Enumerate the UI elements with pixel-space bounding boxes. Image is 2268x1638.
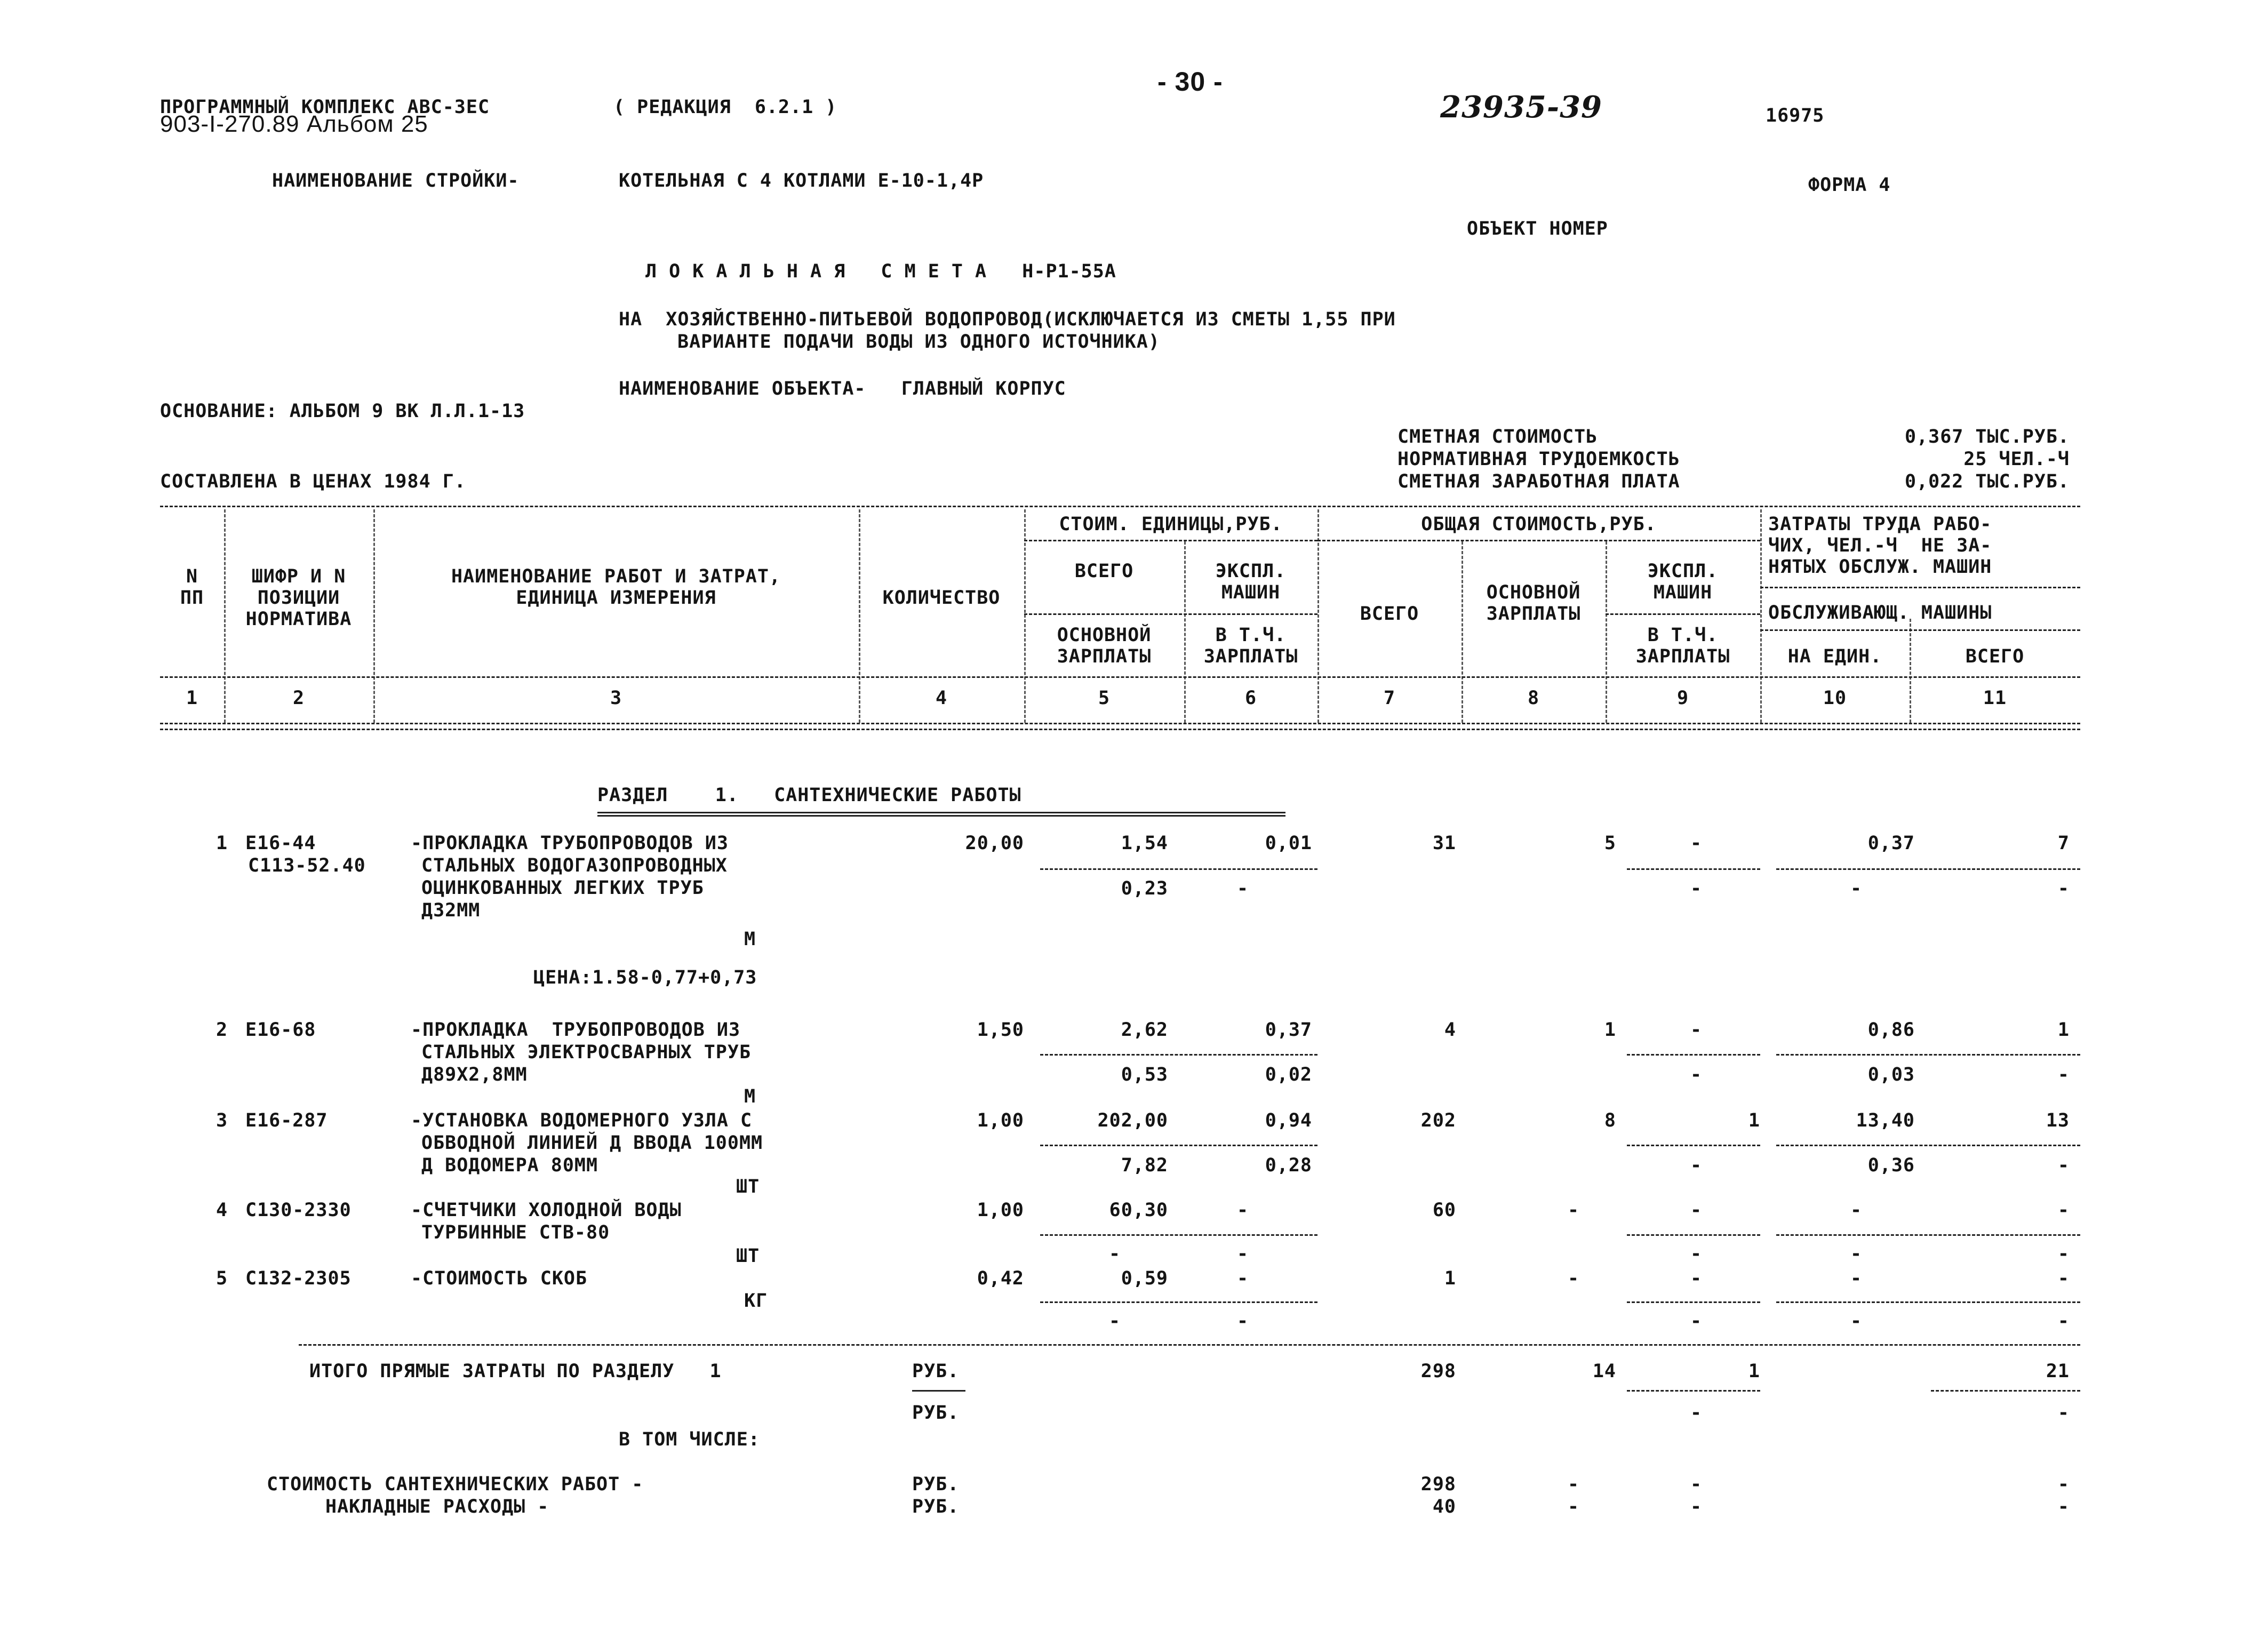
row-number: 5 — [216, 1268, 228, 1289]
document-number: 23935-39 — [1440, 90, 1602, 125]
totals-line-label: НАКЛАДНЫЕ РАСХОДЫ - — [325, 1496, 549, 1517]
row-labor-unit: - — [1850, 1200, 1863, 1221]
cell-rule — [1776, 1234, 2080, 1236]
totals-line-unit: РУБ. — [912, 1474, 960, 1495]
col-header-name: ЕДИНИЦА ИЗМЕРЕНИЯ — [516, 587, 716, 609]
row-unit-total: 202,00 — [1097, 1110, 1168, 1131]
totals-cost: 298 — [1420, 1361, 1456, 1382]
totals-rule — [299, 1344, 2080, 1346]
row-unit-incl: - — [1236, 1243, 1249, 1265]
col-header-tc-incl: ЗАРПЛАТЫ — [1635, 646, 1730, 667]
section-rule — [597, 812, 1285, 817]
totals-rule — [912, 1390, 965, 1392]
col-header-uc-wage: ОСНОВНОЙ — [1057, 625, 1152, 646]
col-header-qty: КОЛИЧЕСТВО — [882, 587, 1001, 609]
form-number: ФОРМА 4 — [1808, 174, 1891, 196]
col-number: 8 — [1527, 688, 1540, 709]
row-unit: ШТ — [736, 1245, 760, 1267]
row-labor-unit: - — [1850, 1311, 1863, 1332]
row-number: 3 — [216, 1110, 228, 1131]
row-unit: КГ — [744, 1290, 768, 1312]
row-unit-mach: 0,01 — [1265, 833, 1312, 854]
col-number: 1 — [186, 688, 198, 709]
col-header-uc-total: ВСЕГО — [1074, 561, 1134, 582]
totals-unit: РУБ. — [912, 1361, 960, 1382]
cell-rule — [1040, 1234, 1317, 1236]
row-name: -УСТАНОВКА ВОДОМЕРНОГО УЗЛА С — [411, 1110, 753, 1131]
row-name: СТАЛЬНЫХ ВОДОГАЗОПРОВОДНЫХ — [421, 855, 728, 876]
row-total-incl: - — [1690, 1243, 1703, 1265]
row-labor-unit: 0,03 — [1867, 1064, 1915, 1085]
row-total-cost: 31 — [1432, 833, 1456, 854]
col-header-name: НАИМЕНОВАНИЕ РАБОТ И ЗАТРАТ, — [451, 566, 781, 587]
object-name: НАИМЕНОВАНИЕ ОБЪЕКТА- ГЛАВНЫЙ КОРПУС — [619, 378, 1066, 399]
row-total-wage: - — [1567, 1200, 1580, 1221]
row-unit-incl: 0,28 — [1265, 1155, 1312, 1176]
col-number: 9 — [1676, 688, 1689, 709]
totals-line-unit: РУБ. — [912, 1496, 960, 1517]
price-note: ЦЕНА:1.58-0,77+0,73 — [533, 967, 757, 988]
totals-line-mach: - — [1690, 1496, 1703, 1517]
row-code: С132-2305 — [245, 1268, 352, 1289]
row-labor-total: - — [2057, 1311, 2070, 1332]
table-rule — [160, 676, 2080, 678]
row-quantity: 0,42 — [977, 1268, 1024, 1289]
totals-labor: - — [2057, 1402, 2070, 1424]
row-total-incl: - — [1690, 1311, 1703, 1332]
totals-line-wage: - — [1567, 1496, 1580, 1517]
row-unit-mach: - — [1236, 1268, 1249, 1289]
row-labor-unit: - — [1850, 1268, 1863, 1289]
row-quantity: 20,00 — [965, 833, 1024, 854]
col-header-labor-sub: ОБСЛУЖИВАЮЩ. МАШИНЫ — [1768, 602, 1992, 624]
row-total-mach: - — [1690, 1019, 1703, 1041]
row-name: Д89Х2,8ММ — [421, 1064, 528, 1085]
table-rule — [160, 723, 2080, 724]
row-name: ОЦИНКОВАННЫХ ЛЕГКИХ ТРУБ — [421, 877, 704, 899]
row-labor-total: 13 — [2046, 1110, 2070, 1131]
summary-label: СМЕТНАЯ СТОИМОСТЬ — [1397, 426, 1598, 448]
col-header-tc-mach: МАШИН — [1653, 582, 1713, 603]
row-quantity: 1,50 — [977, 1019, 1024, 1041]
totals-wage: 14 — [1592, 1361, 1616, 1382]
totals-line-wage: - — [1567, 1474, 1580, 1495]
table-rule — [1317, 540, 1760, 541]
row-number: 4 — [216, 1200, 228, 1221]
col-header-tc-mach: ЭКСПЛ. — [1647, 561, 1719, 582]
col-number: 6 — [1244, 688, 1257, 709]
row-labor-total: - — [2057, 1064, 2070, 1085]
row-total-mach: - — [1690, 833, 1703, 854]
row-total-mach: - — [1690, 1200, 1703, 1221]
row-labor-unit: 0,37 — [1867, 833, 1915, 854]
construction-label: НАИМЕНОВАНИЕ СТРОЙКИ- — [272, 170, 520, 191]
row-labor-total: - — [2057, 1243, 2070, 1265]
row-total-cost: 1 — [1444, 1268, 1456, 1289]
row-quantity: 1,00 — [977, 1110, 1024, 1131]
col-header-uc-wage: ЗАРПЛАТЫ — [1057, 646, 1152, 667]
col-header-n: N — [186, 566, 198, 587]
row-code: С130-2330 — [245, 1200, 352, 1221]
row-total-cost: 60 — [1432, 1200, 1456, 1221]
col-header-tc-wage: ОСНОВНОЙ — [1486, 582, 1581, 603]
col-number: 7 — [1383, 688, 1396, 709]
col-header-uc-mach: ЭКСПЛ. — [1215, 561, 1287, 582]
row-name: СТАЛЬНЫХ ЭЛЕКТРОСВАРНЫХ ТРУБ — [421, 1042, 752, 1063]
cell-rule — [1776, 1145, 2080, 1146]
table-rule — [160, 506, 2080, 507]
row-total-cost: 202 — [1420, 1110, 1456, 1131]
row-unit-incl: - — [1236, 1311, 1249, 1332]
row-unit-total: 0,59 — [1121, 1268, 1168, 1289]
table-rule — [1606, 613, 1760, 615]
cell-rule — [1040, 1054, 1317, 1056]
row-unit-mach: 0,94 — [1265, 1110, 1312, 1131]
row-quantity: 1,00 — [977, 1200, 1024, 1221]
row-name: -ПРОКЛАДКА ТРУБОПРОВОДОВ ИЗ — [411, 833, 729, 854]
cell-rule — [1776, 1301, 2080, 1303]
table-rule — [1024, 613, 1317, 615]
col-header-labor: ЗАТРАТЫ ТРУДА РАБО- — [1768, 514, 1992, 535]
row-unit-total: 60,30 — [1109, 1200, 1168, 1221]
totals-line-cost: 298 — [1420, 1474, 1456, 1495]
col-number: 5 — [1098, 688, 1111, 709]
cell-rule — [1931, 1390, 2080, 1392]
row-total-cost: 4 — [1444, 1019, 1456, 1041]
row-unit: М — [744, 1086, 756, 1107]
row-total-incl: - — [1690, 1064, 1703, 1085]
cell-rule — [1040, 868, 1317, 870]
summary-value: 0,367 ТЫС.РУБ. — [1904, 426, 2070, 448]
col-header-uc-incl: В Т.Ч. — [1215, 625, 1287, 646]
row-unit-incl: 0,02 — [1265, 1064, 1312, 1085]
row-total-incl: - — [1690, 878, 1703, 899]
totals-line-labor: - — [2057, 1474, 2070, 1495]
row-code: Е16-44 — [245, 833, 316, 854]
col-header-total-cost: ОБЩАЯ СТОИМОСТЬ,РУБ. — [1421, 514, 1657, 535]
estimate-subject-cont: ВАРИАНТЕ ПОДАЧИ ВОДЫ ИЗ ОДНОГО ИСТОЧНИКА) — [677, 331, 1160, 353]
row-unit: ШТ — [736, 1176, 760, 1197]
col-number: 11 — [1983, 688, 2007, 709]
row-unit-incl: - — [1236, 878, 1249, 899]
totals-line-mach: - — [1690, 1474, 1703, 1495]
col-number: 10 — [1823, 688, 1847, 709]
col-header-code: ПОЗИЦИИ — [257, 587, 340, 609]
row-name: ОБВОДНОЙ ЛИНИЕЙ Д ВВОДА 100ММ — [421, 1132, 763, 1154]
row-unit-wage: 0,23 — [1121, 878, 1168, 899]
row-labor-unit: 0,36 — [1867, 1155, 1915, 1176]
cell-rule — [1040, 1145, 1317, 1146]
row-labor-total: - — [2057, 878, 2070, 899]
estimate-subject: НА ХОЗЯЙСТВЕННО-ПИТЬЕВОЙ ВОДОПРОВОД(ИСКЛЮЧАЕТСЯ ИЗ СМЕТЫ 1,55 ПРИ — [619, 309, 1396, 330]
row-labor-unit: - — [1850, 878, 1863, 899]
row-name: ТУРБИННЫЕ СТВ-80 — [421, 1222, 610, 1243]
cell-rule — [1627, 868, 1760, 870]
col-number: 3 — [610, 688, 622, 709]
col-header-code: НОРМАТИВА — [245, 609, 352, 630]
table-rule — [1760, 629, 2080, 631]
row-unit-wage: - — [1108, 1243, 1121, 1265]
row-unit-wage: 7,82 — [1121, 1155, 1168, 1176]
totals-line-labor: - — [2057, 1496, 2070, 1517]
row-name: -ПРОКЛАДКА ТРУБОПРОВОДОВ ИЗ — [411, 1019, 741, 1041]
totals-label: ИТОГО ПРЯМЫЕ ЗАТРАТЫ ПО РАЗДЕЛУ 1 — [309, 1361, 722, 1382]
sheet-code: 16975 — [1766, 105, 1825, 126]
row-number: 1 — [216, 833, 228, 854]
row-total-wage: 1 — [1604, 1019, 1616, 1041]
row-total-mach: 1 — [1748, 1110, 1760, 1131]
row-labor-total: 7 — [2057, 833, 2070, 854]
cell-rule — [1627, 1301, 1760, 1303]
row-name: -СТОИМОСТЬ СКОБ — [411, 1268, 588, 1289]
totals-mach: - — [1690, 1402, 1703, 1424]
row-labor-total: 1 — [2057, 1019, 2070, 1041]
col-header-n: ПП — [180, 587, 204, 609]
page-number: - 30 - — [1157, 67, 1223, 97]
price-basis: СОСТАВЛЕНА В ЦЕНАХ 1984 Г. — [160, 471, 466, 492]
row-code: Е16-68 — [245, 1019, 316, 1041]
section-title: РАЗДЕЛ 1. САНТЕХНИЧЕСКИЕ РАБОТЫ — [597, 785, 1021, 806]
row-labor-unit: 0,86 — [1867, 1019, 1915, 1041]
cell-rule — [1627, 1234, 1760, 1236]
row-code: Е16-287 — [245, 1110, 328, 1131]
album-number: 903-I-270.89 Альбом 25 — [160, 111, 428, 137]
col-header-labor-total: ВСЕГО — [1965, 646, 2025, 667]
col-header-per-unit: НА ЕДИН. — [1787, 646, 1882, 667]
edition: ( РЕДАКЦИЯ 6.2.1 ) — [613, 97, 837, 118]
col-header-labor: НЯТЫХ ОБСЛУЖ. МАШИН — [1768, 556, 1992, 578]
col-header-uc-mach: МАШИН — [1221, 582, 1281, 603]
totals-unit: РУБ. — [912, 1402, 960, 1424]
row-labor-total: - — [2057, 1268, 2070, 1289]
program-name: ПРОГРАММНЫЙ КОМПЛЕКС АВС-3ЕС — [160, 97, 490, 118]
col-header-tc-total: ВСЕГО — [1360, 603, 1419, 625]
row-number: 2 — [216, 1019, 228, 1041]
row-unit: М — [744, 929, 756, 950]
table-rule — [1024, 540, 1317, 541]
cell-rule — [1776, 868, 2080, 870]
cell-rule — [1776, 1054, 2080, 1056]
col-header-uc-incl: ЗАРПЛАТЫ — [1203, 646, 1298, 667]
totals-line-label: СТОИМОСТЬ САНТЕХНИЧЕСКИХ РАБОТ - — [267, 1474, 644, 1495]
row-name: -СЧЕТЧИКИ ХОЛОДНОЙ ВОДЫ — [411, 1200, 682, 1221]
row-unit-wage: - — [1108, 1311, 1121, 1332]
row-total-wage: 5 — [1604, 833, 1616, 854]
row-code: С113-52.40 — [248, 855, 366, 876]
row-labor-unit: - — [1850, 1243, 1863, 1265]
totals-labor: 21 — [2046, 1361, 2070, 1382]
totals-incl-label: В ТОМ ЧИСЛЕ: — [619, 1429, 760, 1450]
row-labor-unit: 13,40 — [1856, 1110, 1915, 1131]
col-header-tc-wage: ЗАРПЛАТЫ — [1486, 603, 1581, 625]
table-rule — [160, 729, 2080, 730]
row-total-wage: 8 — [1604, 1110, 1616, 1131]
totals-mach: 1 — [1748, 1361, 1760, 1382]
summary-label: СМЕТНАЯ ЗАРАБОТНАЯ ПЛАТА — [1397, 471, 1680, 492]
row-total-wage: - — [1567, 1268, 1580, 1289]
basis: ОСНОВАНИЕ: АЛЬБОМ 9 ВК Л.Л.1-13 — [160, 401, 525, 422]
row-labor-total: - — [2057, 1155, 2070, 1176]
cell-rule — [1627, 1390, 1760, 1392]
col-header-unit-cost: СТОИМ. ЕДИНИЦЫ,РУБ. — [1059, 514, 1283, 535]
col-number: 2 — [292, 688, 305, 709]
summary-label: НОРМАТИВНАЯ ТРУДОЕМКОСТЬ — [1397, 449, 1680, 470]
col-header-code: ШИФР И N — [251, 566, 346, 587]
object-number: ОБЪЕКТ НОМЕР — [1467, 218, 1608, 239]
row-unit-mach: - — [1236, 1200, 1249, 1221]
totals-line-cost: 40 — [1432, 1496, 1456, 1517]
construction-name: КОТЕЛЬНАЯ С 4 КОТЛАМИ Е-10-1,4Р — [619, 170, 984, 191]
row-labor-total: - — [2057, 1200, 2070, 1221]
col-number: 4 — [935, 688, 948, 709]
cell-rule — [1040, 1301, 1317, 1303]
col-header-tc-incl: В Т.Ч. — [1647, 625, 1719, 646]
row-unit-mach: 0,37 — [1265, 1019, 1312, 1041]
summary-value: 0,022 ТЫС.РУБ. — [1904, 471, 2070, 492]
estimate-title: Л О К А Л Ь Н А Я С М Е Т А Н-Р1-55А — [645, 261, 1116, 282]
row-name: Д32ММ — [421, 900, 481, 921]
row-total-mach: - — [1690, 1268, 1703, 1289]
row-unit-wage: 0,53 — [1121, 1064, 1168, 1085]
cell-rule — [1627, 1054, 1760, 1056]
row-unit-total: 1,54 — [1121, 833, 1168, 854]
row-unit-total: 2,62 — [1121, 1019, 1168, 1041]
table-rule — [1760, 587, 2080, 588]
col-header-labor: ЧИХ, ЧЕЛ.-Ч НЕ ЗА- — [1768, 535, 1992, 556]
row-name: Д ВОДОМЕРА 80ММ — [421, 1155, 598, 1176]
row-total-incl: - — [1690, 1155, 1703, 1176]
cell-rule — [1627, 1145, 1760, 1146]
summary-value: 25 ЧЕЛ.-Ч — [1963, 449, 2070, 470]
